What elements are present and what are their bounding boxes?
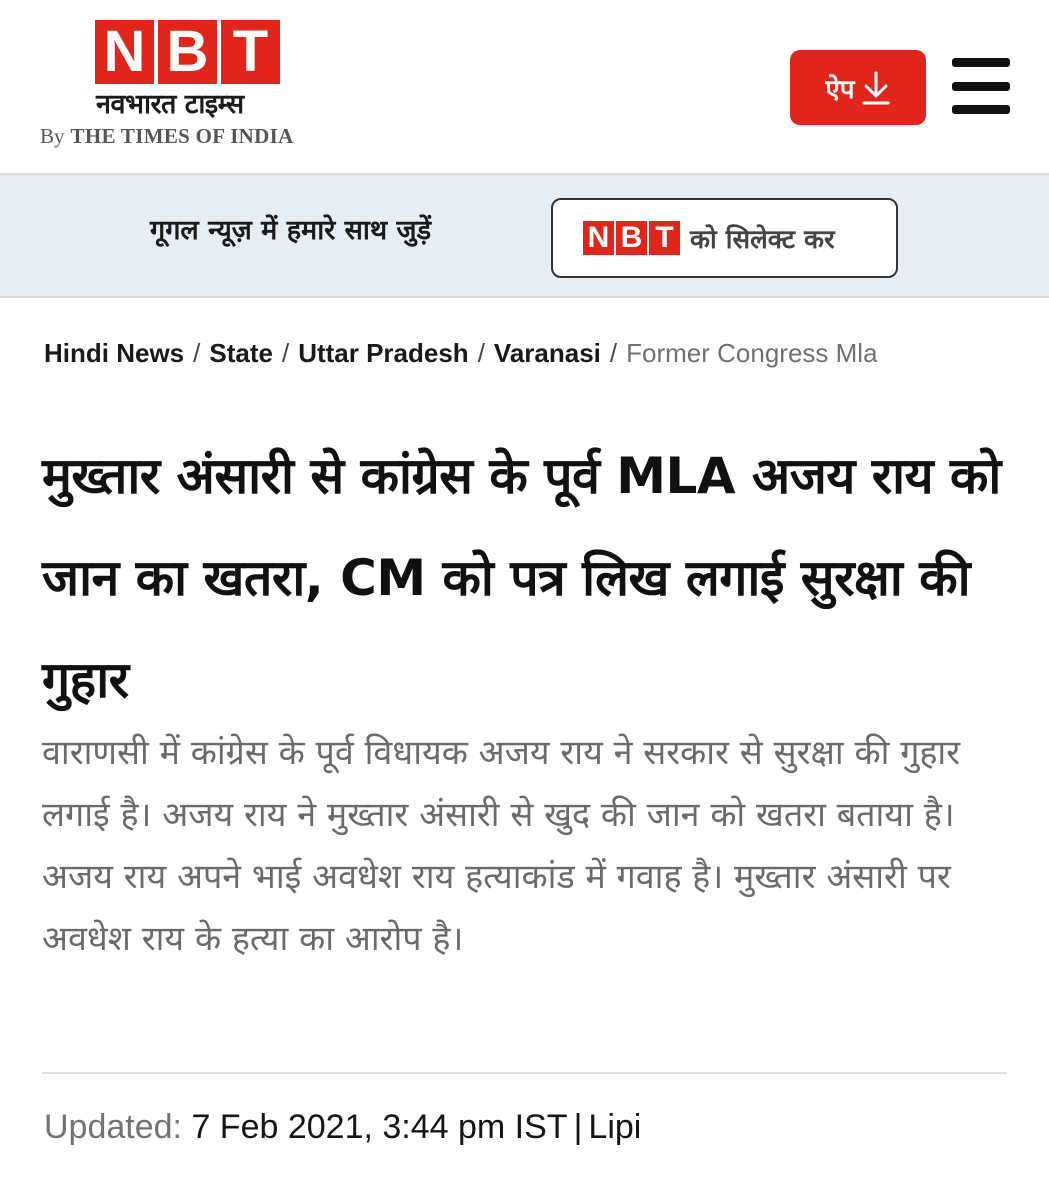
breadcrumb-item-state[interactable]: State [209,338,273,368]
logo-letter-t: T [221,20,280,84]
logo-hindi-name: नवभारत टाइम्स [96,89,244,120]
article-summary: वाराणसी में कांग्रेस के पूर्व विधायक अजय राय ने सरकार से सुरक्षा की गुहार लगाई है। अजय राय ने मुख्तार अंसारी से खुद की जान को खतरा बताया है। अजय राय अपने भाई अवधेश राय हत्याकांड में गवाह है। मुख्तार अंसारी पर अवधेश राय के हत्या का आरोप है। [42,733,961,959]
author-name[interactable]: Lipi [588,1108,642,1146]
mini-logo-letter-t: T [649,221,680,255]
nbt-logo[interactable] [40,20,340,160]
logo-letter-b: B [158,20,217,84]
select-nbt-button[interactable] [551,198,898,278]
updated-datetime: 7 Feb 2021, 3:44 pm IST [191,1108,568,1146]
download-icon [861,70,891,106]
logo-letter-n: N [95,20,154,84]
site-header [0,0,1049,175]
breadcrumb-item-hindi-news[interactable]: Hindi News [44,338,185,368]
breadcrumb-item-uttar-pradesh[interactable]: Uttar Pradesh [298,338,469,368]
menu-bar [952,105,1010,114]
byline-brand: THE TIMES OF INDIA [70,124,294,148]
breadcrumb-item-varanasi[interactable]: Varanasi [493,338,601,368]
menu-bar [952,58,1010,67]
breadcrumb-separator: / [477,338,485,368]
meta-separator: | [573,1108,583,1146]
article-meta [44,1105,1004,1149]
app-button-label: ऐप [825,74,855,105]
updated-label: Updated: [44,1108,182,1146]
breadcrumb-current: Former Congress Mla [626,338,878,368]
breadcrumb-separator: / [609,338,618,368]
logo-letters [95,20,280,84]
hamburger-menu-icon[interactable] [952,58,1010,114]
breadcrumb-separator: / [281,338,290,368]
mini-logo-letter-n: N [583,221,614,255]
byline-prefix: By [40,124,65,148]
breadcrumb-separator: / [193,338,201,368]
article-headline: मुख्तार अंसारी से कांग्रेस के पूर्व MLA अजय राय को जान का खतरा, CM को पत्र लिख लगाई सुरक्षा की गुहार [42,447,1001,709]
logo-byline [40,124,294,149]
app-download-button[interactable] [790,50,926,125]
nbt-mini-logo [583,221,680,255]
menu-bar [952,82,1010,91]
mini-logo-letter-b: B [616,221,647,255]
google-news-text: गूगल न्यूज़ में हमारे साथ जुड़ें [150,215,432,246]
google-news-banner [0,175,1049,298]
select-button-label: को सिलेक्ट कर [690,225,835,255]
breadcrumb [44,336,1049,370]
divider [42,1072,1007,1074]
